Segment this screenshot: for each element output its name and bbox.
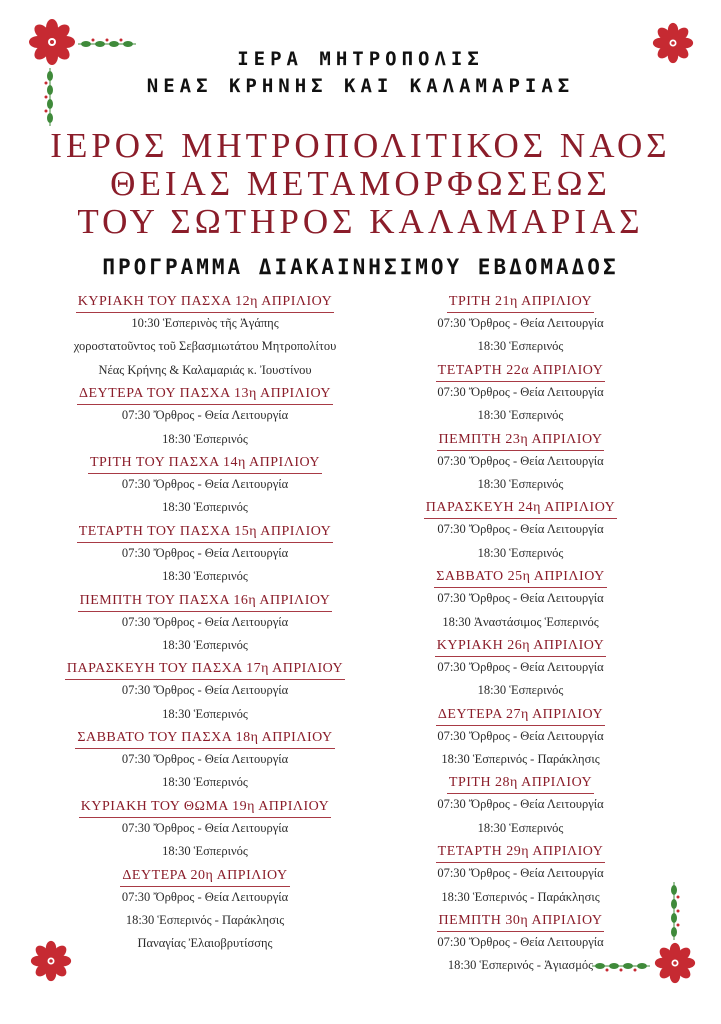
day-heading [40,795,370,817]
day-heading [398,771,643,793]
service-entry: 18:30 Ἑσπερινός [477,408,564,423]
service-entry: 07:30 Ὄρθρος - Θεία Λειτουργία [121,820,289,835]
service-entry: 07:30 Ὄρθρος - Θεία Λειτουργία [121,408,289,423]
church-title-line3: ΤΟΥ ΣΩΤΗΡΟΣ ΚΑΛΑΜΑΡΙΑΣ [77,202,644,241]
day-heading [398,840,643,862]
service-entry: 07:30 Ὄρθρος - Θεία Λειτουργία [121,545,289,560]
leaf-vine-icon [664,880,684,942]
metropolis-title-line2: ΝΕΑΣ ΚΡΗΝΗΣ ΚΑΙ ΚΑΛΑΜΑΡΙΑΣ [146,75,575,97]
service-entry: 07:30 Ὄρθρος - Θεία Λειτουργία [437,453,604,468]
day-heading [398,634,643,656]
day-heading-label: ΣΑΒΒΑΤΟ 25η ΑΠΡΙΛΙΟΥ [434,567,606,588]
day-heading [40,726,370,748]
service-entry: 07:30 Ὄρθρος - Θεία Λειτουργία [121,476,289,491]
service-entry: Νέας Κρήνης & Καλαμαριάς κ. Ἰουστίνου [98,362,312,377]
day-heading-label: ΠΕΜΠΤΗ ΤΟΥ ΠΑΣΧΑ 16η ΑΠΡΙΛΙΟΥ [78,591,333,612]
day-heading-label: ΤΡΙΤΗ ΤΟΥ ΠΑΣΧΑ 14η ΑΠΡΙΛΙΟΥ [88,453,322,474]
day-heading-label: ΔΕΥΤΕΡΑ ΤΟΥ ΠΑΣΧΑ 13η ΑΠΡΙΛΙΟΥ [77,384,333,405]
day-heading [398,290,643,312]
day-heading-label: ΤΕΤΑΡΤΗ ΤΟΥ ΠΑΣΧΑ 15η ΑΠΡΙΛΙΟΥ [77,522,334,543]
day-heading-label: ΚΥΡΙΑΚΗ ΤΟΥ ΘΩΜΑ 19η ΑΠΡΙΛΙΟΥ [79,797,331,818]
service-entry: 10:30 Ἑσπερινὸς τῆς Ἀγάπης [131,316,279,330]
service-entry: 18:30 Ἑσπερινός - Ἁγιασμός [447,958,594,973]
day-heading [40,451,370,473]
service-entry: χοροστατοῦντος τοῦ Σεβασμιωτάτου Μητροπολίτου [73,339,337,354]
day-heading [398,428,643,450]
day-heading [398,359,643,381]
service-entry: 18:30 Ἑσπερινός [477,476,564,491]
day-heading [40,520,370,542]
service-entry: 18:30 Ἀναστάσιμος Ἑσπερινός [442,614,599,629]
service-entry: 18:30 Ἑσπερινός [162,569,248,584]
service-entry: 18:30 Ἑσπερινός [477,339,564,354]
service-entry: 18:30 Ἑσπερινός [162,775,248,790]
church-title-line2: ΘΕΙΑΣ ΜΕΤΑΜΟΡΦΩΣΕΩΣ [110,164,611,203]
service-entry: 18:30 Ἑσπερινός - Παράκλησις [125,913,285,928]
metropolis-title-line1: ΙΕΡΑ ΜΗΤΡΟΠΟΛΙΣ [237,48,484,70]
service-entry: 18:30 Ἑσπερινός [162,844,248,859]
service-entry: Παναγίας Ἐλαιοβρυτίσσης [137,936,273,951]
day-heading [398,565,643,587]
rosette-icon [654,942,696,984]
service-entry: 18:30 Ἑσπερινός - Παράκλησις [441,752,600,767]
program-title: ΠΡΟΓΡΑΜΜΑ ΔΙΑΚΑΙΝΗΣΙΜΟΥ ΕΒΔΟΜΑΔΟΣ [102,255,619,279]
day-heading [40,864,370,886]
service-entry: 18:30 Ἑσπερινός [162,431,248,446]
day-heading-label: ΠΕΜΠΤΗ 23η ΑΠΡΙΛΙΟΥ [437,430,605,451]
day-heading [398,496,643,518]
service-entry: 07:30 Ὄρθρος - Θεία Λειτουργία [437,384,604,399]
service-entry: 07:30 Ὄρθρος - Θεία Λειτουργία [437,728,604,743]
service-entry: 18:30 Ἑσπερινός [477,545,564,560]
service-entry: 07:30 Ὄρθρος - Θεία Λειτουργία [437,659,604,674]
day-heading-label: ΔΕΥΤΕΡΑ 27η ΑΠΡΙΛΙΟΥ [436,705,605,726]
day-heading [40,589,370,611]
day-heading-label: ΤΡΙΤΗ 28η ΑΠΡΙΛΙΟΥ [447,773,594,794]
schedule-left-column [40,290,370,956]
service-entry: 07:30 Ὄρθρος - Θεία Λειτουργία [437,522,604,537]
service-entry: 07:30 Ὄρθρος - Θεία Λειτουργία [437,797,604,812]
schedule-right-column [398,290,643,978]
church-title-line1: ΙΕΡΟΣ ΜΗΤΡΟΠΟΛΙΤΙΚΟΣ ΝΑΟΣ [50,126,671,165]
day-heading-label: ΚΥΡΙΑΚΗ ΤΟΥ ΠΑΣΧΑ 12η ΑΠΡΙΛΙΟΥ [76,292,334,313]
service-entry: 07:30 Ὄρθρος - Θεία Λειτουργία [437,591,604,606]
service-entry: 18:30 Ἑσπερινός [477,820,564,835]
day-heading-label: ΔΕΥΤΕΡΑ 20η ΑΠΡΙΛΙΟΥ [120,866,289,887]
service-entry: 07:30 Ὄρθρος - Θεία Λειτουργία [437,935,604,950]
service-entry: 07:30 Ὄρθρος - Θεία Λειτουργία [121,614,289,629]
service-entry: 18:30 Ἑσπερινός [477,683,564,698]
service-entry: 18:30 Ἑσπερινός - Παράκλησις [441,889,600,904]
service-entry: 18:30 Ἑσπερινός [162,637,248,652]
day-heading [398,703,643,725]
service-entry: 07:30 Ὄρθρος - Θεία Λειτουργία [437,316,604,330]
day-heading-label: ΠΑΡΑΣΚΕΥΗ ΤΟΥ ΠΑΣΧΑ 17η ΑΠΡΙΛΙΟΥ [65,659,345,680]
service-entry: 18:30 Ἑσπερινός [162,706,248,721]
day-heading-label: ΠΑΡΑΣΚΕΥΗ 24η ΑΠΡΙΛΙΟΥ [424,498,617,519]
service-entry: 07:30 Ὄρθρος - Θεία Λειτουργία [121,889,289,904]
day-heading-label: ΣΑΒΒΑΤΟ ΤΟΥ ΠΑΣΧΑ 18η ΑΠΡΙΛΙΟΥ [75,728,334,749]
day-heading [398,909,643,931]
service-entry: 18:30 Ἑσπερινός [162,500,248,515]
day-heading-label: ΤΕΤΑΡΤΗ 22α ΑΠΡΙΛΙΟΥ [436,361,606,382]
day-heading-label: ΚΥΡΙΑΚΗ 26η ΑΠΡΙΛΙΟΥ [435,636,607,657]
day-heading-label: ΤΕΤΑΡΤΗ 29η ΑΠΡΙΛΙΟΥ [436,842,606,863]
day-heading [40,290,370,312]
service-entry: 07:30 Ὄρθρος - Θεία Λειτουργία [437,866,604,881]
day-heading-label: ΠΕΜΠΤΗ 30η ΑΠΡΙΛΙΟΥ [437,911,605,932]
day-heading-label: ΤΡΙΤΗ 21η ΑΠΡΙΛΙΟΥ [447,292,594,313]
day-heading [40,657,370,679]
service-entry: 07:30 Ὄρθρος - Θεία Λειτουργία [121,683,289,698]
day-heading [40,382,370,404]
service-entry: 07:30 Ὄρθρος - Θεία Λειτουργία [121,752,289,767]
